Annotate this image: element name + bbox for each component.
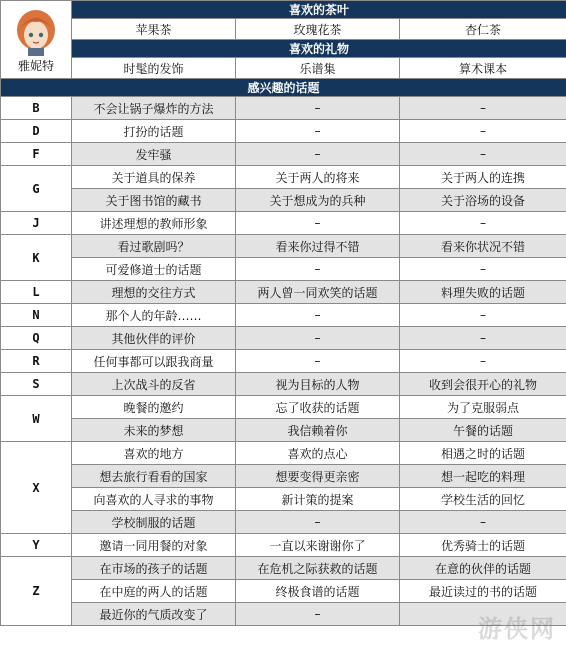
topics-section-header: 感兴趣的话题	[1, 79, 566, 97]
favorite-tea: 杏仁茶	[400, 19, 566, 40]
topic-row	[1, 97, 566, 120]
favorite-gift: 时髦的发饰	[72, 58, 236, 79]
topic-cell: –	[400, 350, 566, 373]
topic-cell: 看来你过得不错	[236, 235, 400, 258]
topic-cell: 看过歌剧吗？	[72, 235, 236, 258]
topic-letter: F	[1, 143, 72, 166]
topic-row	[1, 396, 566, 419]
topic-row	[1, 465, 566, 488]
topic-row	[1, 212, 566, 235]
topic-cell: 学校制服的话题	[72, 511, 236, 534]
topic-row	[1, 373, 566, 396]
topic-cell: 想要变得更亲密	[236, 465, 400, 488]
watermark: 游侠网	[478, 615, 556, 643]
topic-row	[1, 603, 566, 626]
topic-cell: 想去旅行看看的国家	[72, 465, 236, 488]
topic-cell: 关于图书馆的藏书	[72, 189, 236, 212]
favorite-gift: 算术课本	[400, 58, 566, 79]
topic-cell: –	[236, 120, 400, 143]
topic-cell: 关于两人的连携	[400, 166, 566, 189]
topic-cell: –	[400, 97, 566, 120]
topic-letter: N	[1, 304, 72, 327]
topic-cell: 任何事都可以跟我商量	[72, 350, 236, 373]
topic-letter: Z	[1, 557, 72, 626]
topic-cell: 关于浴场的设备	[400, 189, 566, 212]
topic-row	[1, 258, 566, 281]
topic-cell: 喜欢的地方	[72, 442, 236, 465]
topic-cell: –	[400, 304, 566, 327]
topic-letter: D	[1, 120, 72, 143]
topic-cell: 关于两人的将来	[236, 166, 400, 189]
topic-cell: 打扮的话题	[72, 120, 236, 143]
topic-row	[1, 511, 566, 534]
topic-cell: 未来的梦想	[72, 419, 236, 442]
topic-row	[1, 281, 566, 304]
topic-cell: 讲述理想的教师形象	[72, 212, 236, 235]
topic-cell: 料理失败的话题	[400, 281, 566, 304]
topic-cell: –	[236, 511, 400, 534]
character-portrait-cell	[1, 1, 72, 79]
topic-cell: 最近读过的书的话题	[400, 580, 566, 603]
topic-cell: –	[236, 258, 400, 281]
topic-cell: –	[236, 603, 400, 626]
topic-cell: 相遇之时的话题	[400, 442, 566, 465]
topic-row	[1, 580, 566, 603]
favorite-tea: 玫瑰花茶	[236, 19, 400, 40]
topic-cell: 看来你状况不错	[400, 235, 566, 258]
topic-cell: 在危机之际获救的话题	[236, 557, 400, 580]
topic-letter: L	[1, 281, 72, 304]
topic-letter: X	[1, 442, 72, 534]
topic-letter: K	[1, 235, 72, 281]
character-portrait-icon	[12, 8, 60, 56]
topic-cell: –	[236, 212, 400, 235]
topic-cell: 晚餐的邀约	[72, 396, 236, 419]
topic-letter: Y	[1, 534, 72, 557]
topic-cell: 一直以来谢谢你了	[236, 534, 400, 557]
topic-row	[1, 419, 566, 442]
topic-cell: 在意的伙伴的话题	[400, 557, 566, 580]
topic-cell: 在市场的孩子的话题	[72, 557, 236, 580]
topic-letter: B	[1, 97, 72, 120]
topic-cell: 新计策的提案	[236, 488, 400, 511]
topic-row	[1, 166, 566, 189]
topic-row	[1, 442, 566, 465]
topic-row	[1, 488, 566, 511]
topic-row	[1, 189, 566, 212]
topic-cell: 想一起吃的料理	[400, 465, 566, 488]
topic-cell: 在中庭的两人的话题	[72, 580, 236, 603]
topic-cell: –	[400, 511, 566, 534]
favorite-gift: 乐谱集	[236, 58, 400, 79]
topic-row	[1, 120, 566, 143]
topic-cell: –	[236, 143, 400, 166]
topic-cell: 收到会很开心的礼物	[400, 373, 566, 396]
topic-cell: 向喜欢的人寻求的事物	[72, 488, 236, 511]
topic-cell: –	[400, 258, 566, 281]
topic-cell: 学校生活的回忆	[400, 488, 566, 511]
topic-cell: 午餐的话题	[400, 419, 566, 442]
topic-cell: 那个人的年龄……	[72, 304, 236, 327]
favorite-tea: 苹果茶	[72, 19, 236, 40]
topic-cell: 优秀骑士的话题	[400, 534, 566, 557]
topic-cell: 邀请一同用餐的对象	[72, 534, 236, 557]
character-name: 雅妮特	[17, 58, 54, 73]
topic-cell: 终极食谱的话题	[236, 580, 400, 603]
topic-cell: 可爱修道士的话题	[72, 258, 236, 281]
topic-row	[1, 143, 566, 166]
topic-cell: –	[400, 120, 566, 143]
topic-cell: –	[400, 212, 566, 235]
topic-cell: 理想的交往方式	[72, 281, 236, 304]
topic-cell: 最近你的气质改变了	[72, 603, 236, 626]
topic-row	[1, 304, 566, 327]
topic-cell: 发牢骚	[72, 143, 236, 166]
topic-cell: –	[400, 327, 566, 350]
topic-letter: G	[1, 166, 72, 212]
topic-cell: –	[236, 327, 400, 350]
topic-letter: Q	[1, 327, 72, 350]
topic-cell: 其他伙伴的评价	[72, 327, 236, 350]
gift-section-header: 喜欢的礼物	[72, 40, 566, 58]
topic-row	[1, 327, 566, 350]
topic-cell: 我信赖着你	[236, 419, 400, 442]
topic-cell	[400, 603, 566, 626]
topic-cell: 喜欢的点心	[236, 442, 400, 465]
topic-cell: 视为目标的人物	[236, 373, 400, 396]
topic-cell: 忘了收获的话题	[236, 396, 400, 419]
topic-cell: 关于想成为的兵种	[236, 189, 400, 212]
topic-cell: 上次战斗的反省	[72, 373, 236, 396]
topic-cell: –	[400, 143, 566, 166]
topic-letter: S	[1, 373, 72, 396]
topic-row	[1, 350, 566, 373]
topic-cell: –	[236, 304, 400, 327]
topic-letter: R	[1, 350, 72, 373]
topic-row	[1, 534, 566, 557]
topic-cell: 两人曾一同欢笑的话题	[236, 281, 400, 304]
topic-cell: 关于道具的保养	[72, 166, 236, 189]
tea-section-header: 喜欢的茶叶	[72, 1, 566, 19]
topic-letter: J	[1, 212, 72, 235]
topic-cell: 为了克服弱点	[400, 396, 566, 419]
topic-cell: –	[236, 350, 400, 373]
topic-cell: –	[236, 97, 400, 120]
topic-row	[1, 235, 566, 258]
topic-letter: W	[1, 396, 72, 442]
topic-row	[1, 557, 566, 580]
topic-cell: 不会让锅子爆炸的方法	[72, 97, 236, 120]
